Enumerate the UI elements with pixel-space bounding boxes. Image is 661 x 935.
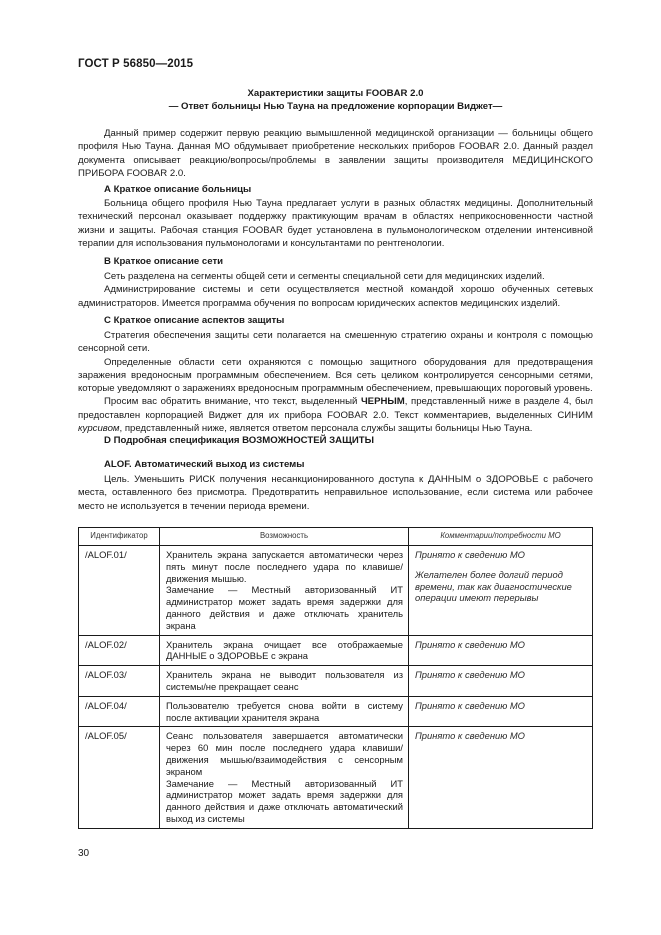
black-emphasis: ЧЕРНЫМ <box>360 396 405 408</box>
standard-header: ГОСТ Р 56850—2015 <box>78 58 194 70</box>
page-number: 30 <box>78 848 90 859</box>
table-row <box>79 696 593 727</box>
section-c-body <box>78 329 593 435</box>
row-id: /ALOF.03/ <box>79 666 160 697</box>
section-c-text-3 <box>78 395 593 435</box>
alof-heading: ALOF. Автоматический выход из системы <box>104 459 305 470</box>
section-b-heading: В Краткое описание сети <box>104 256 224 267</box>
row-comment: Принято к сведению МО <box>409 666 593 697</box>
header-comments: Комментарии/потребности МО <box>409 528 593 546</box>
header-identifier: Идентификатор <box>79 528 160 546</box>
row-comment: Принято к сведению МО <box>409 727 593 828</box>
document-subtitle: — Ответ больницы Нью Тауна на предложение корпорации Виджет— <box>168 101 503 112</box>
row-capability: Хранитель экрана очищает все отображаемые ДАННЫЕ о ЗДОРОВЬЕ с экрана <box>160 635 409 666</box>
section-c-text-3-post: , представленный ниже, является ответом персонала службы защиты больницы Нью Тауна. <box>119 423 533 435</box>
row-id: /ALOF.04/ <box>79 696 160 727</box>
section-a-heading: А Краткое описание больницы <box>104 184 252 195</box>
intro-text: Данный пример содержит первую реакцию вымышленной медицинской организации — больницы общего профиля Нью Тауна. Данная МО обдумывает приобретение нескольких приборов FOOBAR 2.0. Данный раздел документа описывает реакцию/вопросы/проблемы в заявлении защиты производителя МЕДИЦИНСКОГО ПРИБОРА FOOBAR 2.0. <box>78 128 593 179</box>
security-capabilities-table <box>78 527 593 829</box>
document-title: Характеристики защиты FOOBAR 2.0 <box>247 88 424 99</box>
section-c-text-2: Определенные области сети охраняются с помощью защитного оборудования для предотвращения заражения вредоносным программным обеспечением. Вся сеть целиком контролируется сенсорными сетями, которые уведомляют о заражениях вредоносным программным обеспечением, превышающих пороговый уровень. <box>78 356 593 395</box>
section-a-body <box>78 197 593 250</box>
header-capability: Возможность <box>160 528 409 546</box>
row-comment: Принято к сведению МО <box>409 696 593 727</box>
italic-emphasis: курсивом <box>78 423 120 435</box>
section-a-text: Больница общего профиля Нью Тауна предлагает услуги в разных областях медицины. Дополнительный технический персонал оказывает поддержку практикующим врачам в областях неприкосновенности частной жизни и защиты. Рабочая станция FOOBAR будет установлена в пульмонологическом отделении интенсивной терапии для использования пульмонологами и консультантами по рентгенологии. <box>78 198 593 249</box>
table-row <box>79 546 593 636</box>
table-row <box>79 727 593 828</box>
capability-note: Замечание — Местный авторизованный ИТ администратор может задать время задержки для данного действия и даже отключать хранитель экрана <box>166 584 403 631</box>
intro-paragraph <box>78 127 593 180</box>
row-comment <box>409 546 593 636</box>
section-b-text-2: Администрирование системы и сети осуществляется местной командой хорошо обученных сетевых администраторов. Имеется программа обучения по вопросам юридических аспектов медицинских изделий. <box>78 284 593 309</box>
row-capability: Хранитель экрана не выводит пользователя из системы/не прекращает сеанс <box>160 666 409 697</box>
row-id: /ALOF.01/ <box>79 546 160 636</box>
section-b-text-1: Сеть разделена на сегменты общей сети и сегменты специальной сети для медицинских изделий. <box>104 271 545 282</box>
row-capability: Пользователю требуется снова войти в систему после активации хранителя экрана <box>160 696 409 727</box>
comment-text: Принято к сведению МО <box>415 549 525 560</box>
section-c-text-1: Стратегия обеспечения защиты сети полагается на смешенную стратегию охраны и контроля с помощью сенсорной сети. <box>78 330 593 355</box>
capability-note: Замечание — Местный авторизованный ИТ администратор может задать время задержки для данного действия и даже отключать автоматический выход из системы <box>166 777 403 824</box>
section-c-heading: С Краткое описание аспектов защиты <box>104 315 285 326</box>
alof-text: Цель. Уменьшить РИСК получения несанкционированного доступа к ДАННЫМ о ЗДОРОВЬЕ с рабочего места, оставленного без присмотра. Предотвратить неправильное использование, если система или рабочее место не используется в течении периода времени. <box>78 474 593 512</box>
table-header-row <box>79 528 593 546</box>
section-d-heading: D Подробная спецификация ВОЗМОЖНОСТЕЙ ЗАЩИТЫ <box>104 435 375 446</box>
row-capability <box>160 727 409 828</box>
table-row <box>79 666 593 697</box>
section-c-text-3-mid: , представленный ниже в разделе 4, был предоставлен корпорацией Виджет для их прибора FOOBAR 2.0. Текст комментариев, выделенных СИНИМ <box>78 396 593 421</box>
row-id: /ALOF.02/ <box>79 635 160 666</box>
capability-text: Хранитель экрана запускается автоматически через пять минут после последнего удара по клавише/ движения мышью. <box>166 549 403 584</box>
row-comment: Принято к сведению МО <box>409 635 593 666</box>
alof-body <box>78 473 593 513</box>
table-row <box>79 635 593 666</box>
row-capability <box>160 546 409 636</box>
row-id: /ALOF.05/ <box>79 727 160 828</box>
section-c-text-3-pre: Просим вас обратить внимание, что текст, выделенный <box>104 396 361 408</box>
comment-text-extra: Желателен более долгий период времени, так как диагностические операции имеют перерывы <box>415 568 572 604</box>
section-b-body <box>78 270 593 310</box>
capability-text: Сеанс пользователя завершается автоматически через 60 мин после последнего удара клавиши/ движения мышью/взаимодействия с сенсорным экраном <box>166 730 403 777</box>
